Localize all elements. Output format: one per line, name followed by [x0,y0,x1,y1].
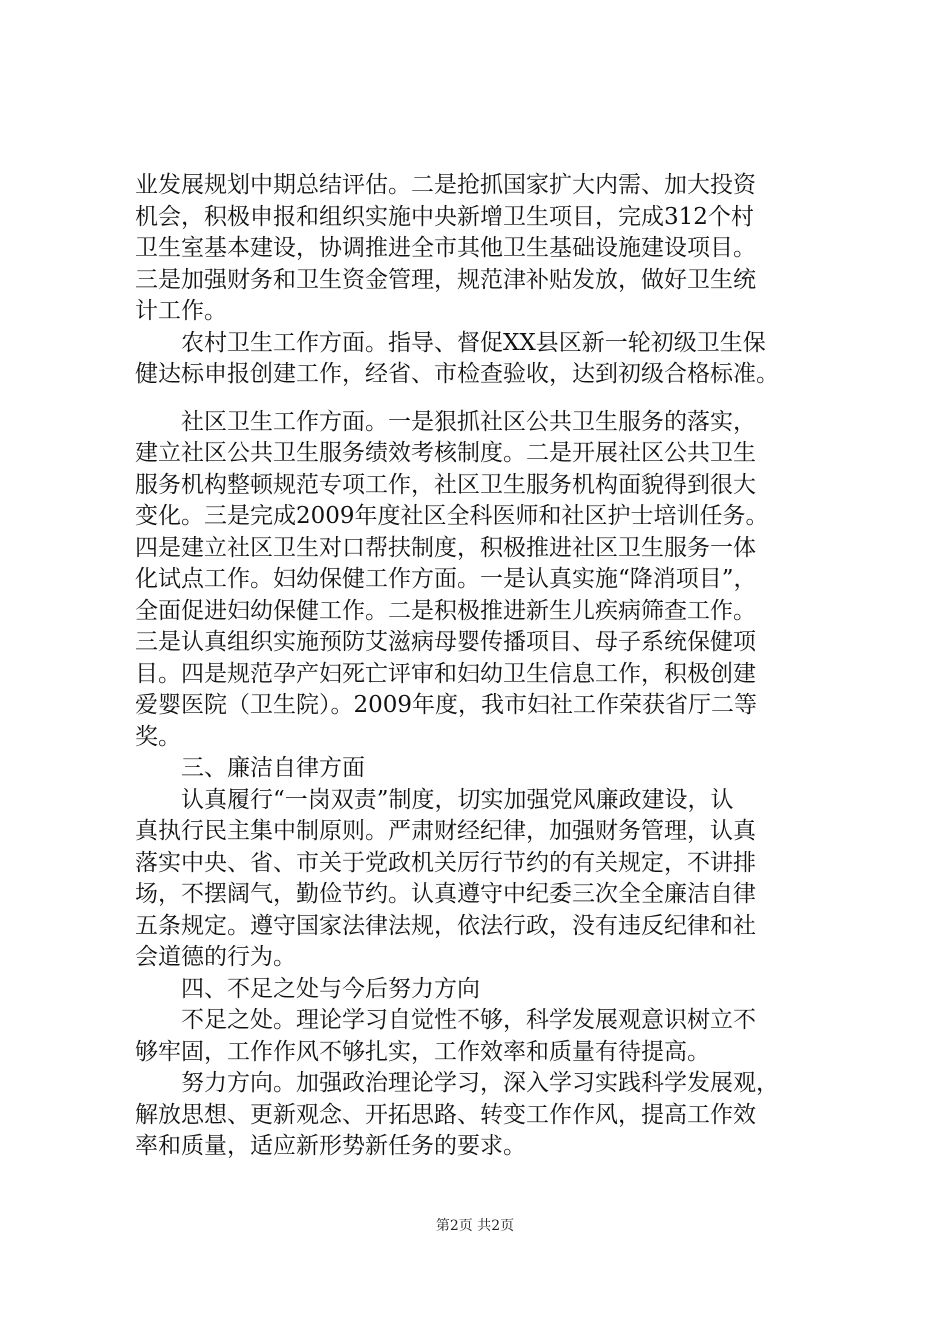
body-line: 认真履行“一岗双责”制度，切实加强党风廉政建设，认 [135,786,734,813]
body-line: 够牢固，工作作风不够扎实，工作效率和质量有待提高。 [135,1038,710,1065]
body-line: 社区卫生工作方面。一是狠抓社区公共卫生服务的落实， [135,408,756,435]
page-footer [0,1217,950,1235]
body-line: 率和质量，适应新形势新任务的要求。 [135,1133,526,1159]
body-line: 化试点工作。妇幼保健工作方面。一是认真实施“降消项目”， [135,566,757,592]
paragraph-gap [135,391,825,407]
body-line: 机会，积极申报和组织实施中央新增卫生项目，完成312个村 [135,203,754,230]
body-line: 三是认真组织实施预防艾滋病母婴传播项目、母子系统保健项 [135,629,756,655]
page-number-label: 第2页 共2页 [435,1218,515,1234]
body-line: 落实中央、省、市关于党政机关厉行节约的有关规定，不讲排 [135,849,756,876]
body-line: 五条规定。遵守国家法律法规，依法行政，没有违反纪律和社 [135,912,756,939]
document-body [135,170,825,1163]
body-line: 服务机构整顿规范专项工作，社区卫生服务机构面貌得到很大 [135,471,756,498]
body-line: 三是加强财务和卫生资金管理，规范津补贴发放，做好卫生统 [135,266,756,293]
body-line: 业发展规划中期总结评估。二是抢抓国家扩大内需、加大投资 [135,172,756,198]
body-line: 真执行民主集中制原则。严肃财经纪律，加强财务管理，认真 [135,818,756,844]
body-line: 全面促进妇幼保健工作。二是积极推进新生儿疾病筛查工作。 [135,597,756,624]
body-line: 奖。 [135,723,181,750]
body-line: 爱婴医院（卫生院）。2009年度，我市妇社工作荣获省厅二等 [135,692,758,718]
body-line: 努力方向。加强政治理论学习，深入学习实践科学发展观， [135,1070,779,1096]
body-line: 变化。三是完成2009年度社区全科医师和社区护士培训任务。 [135,503,769,529]
body-line: 四是建立社区卫生对口帮扶制度，积极推进社区卫生服务一体 [135,534,756,561]
body-line: 目。四是规范孕产妇死亡评审和妇幼卫生信息工作，积极创建 [135,660,756,687]
body-line: 场，不摆阔气，勤俭节约。认真遵守中纪委三次全全廉洁自律 [135,881,756,907]
section-heading: 四、不足之处与今后努力方向 [135,975,480,1002]
body-line: 卫生室基本建设，协调推进全市其他卫生基础设施建设项目。 [135,235,756,261]
body-line: 建立社区公共卫生服务绩效考核制度。二是开展社区公共卫生 [135,440,756,466]
body-line: 健达标申报创建工作，经省、市检查验收，达到初级合格标准。 [135,361,779,387]
body-line: 计工作。 [135,298,227,324]
body-line: 农村卫生工作方面。指导、督促XX县区新一轮初级卫生保 [135,329,766,356]
body-line: 会道德的行为。 [135,944,296,970]
section-heading: 三、廉洁自律方面 [135,755,365,781]
body-line: 不足之处。理论学习自觉性不够，科学发展观意识树立不 [135,1007,756,1033]
body-line: 解放思想、更新观念、开拓思路、转变工作作风，提高工作效 [135,1101,756,1128]
